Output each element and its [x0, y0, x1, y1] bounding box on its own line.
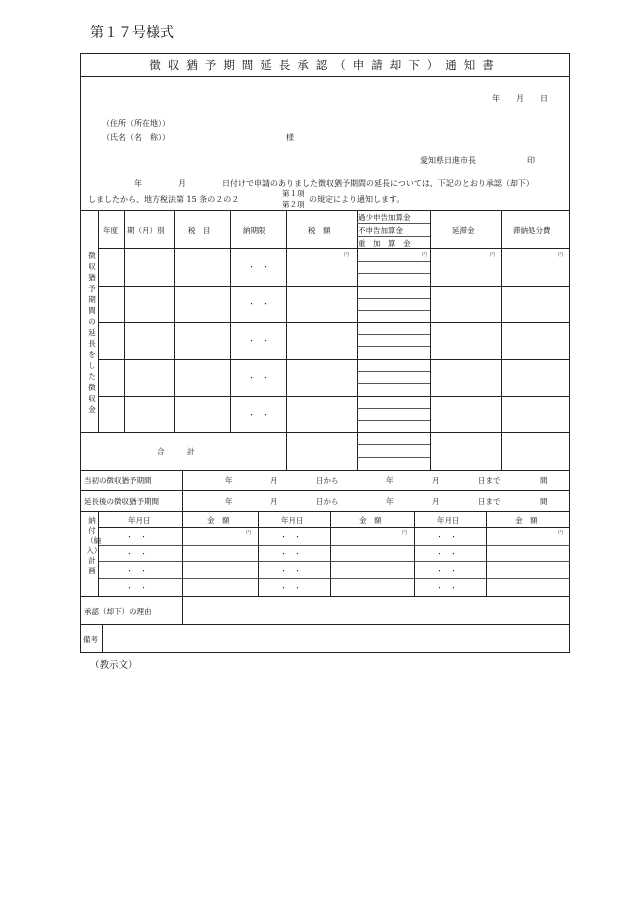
plan-date-placeholder: ・ ・: [436, 550, 457, 558]
plan-date-placeholder: ・ ・: [126, 584, 147, 592]
period-year: 年: [386, 497, 394, 506]
header-surcharge-heavy: 重 加 算 金: [358, 239, 411, 248]
total-label: 合 計: [157, 447, 195, 456]
name-label: （氏名（名 称））: [102, 133, 170, 142]
yen-mark: 円: [344, 252, 350, 258]
period-to: 日まで: [478, 476, 501, 485]
payment-plan-side-label: 納付（納入）計画: [86, 516, 101, 575]
yen-mark: 円: [558, 530, 564, 536]
plan-date-placeholder: ・ ・: [280, 584, 301, 592]
clause-item-1: 第１項: [282, 189, 305, 198]
header-period: 期（月）別: [127, 226, 165, 235]
period-month: 月: [270, 497, 278, 506]
period-days: 間: [540, 497, 548, 506]
header-year: 年度: [103, 226, 118, 235]
plan-date-header: 年月日: [437, 516, 460, 525]
plan-date-placeholder: ・ ・: [280, 533, 301, 541]
address-label: （住所（所在地））: [102, 119, 170, 128]
header-tax-amount: 税 額: [308, 226, 331, 235]
body-year: 年: [134, 179, 142, 188]
period-year: 年: [225, 497, 233, 506]
period-month: 月: [432, 476, 440, 485]
period-from: 日から: [316, 497, 339, 506]
plan-amount-header: 金 額: [359, 516, 382, 525]
body-text-1: 日付けで申請のありました徴収猶予期間の延長については、下記のとおり承認（却下）: [222, 179, 534, 188]
date-line: 年 月 日: [492, 94, 548, 103]
extended-period-label: 延長後の徴収猶予期間: [84, 497, 159, 506]
header-disposal-cost: 滞納処分費: [513, 226, 551, 235]
period-year: 年: [225, 476, 233, 485]
document-title: 徴収猶予期間延長承認（申請却下）通知書: [80, 53, 570, 77]
yen-mark: 円: [246, 530, 252, 536]
due-date-placeholder: ・ ・: [248, 411, 269, 419]
reason-label: 承認（却下）の理由: [84, 607, 152, 616]
plan-date-placeholder: ・ ・: [436, 533, 457, 541]
plan-date-header: 年月日: [128, 516, 151, 525]
header-tax-item: 税 目: [188, 226, 211, 235]
plan-date-placeholder: ・ ・: [126, 533, 147, 541]
plan-date-placeholder: ・ ・: [280, 567, 301, 575]
due-date-placeholder: ・ ・: [248, 263, 269, 271]
body-text-2: しましたから、地方税法第 15 条の２の２: [88, 195, 240, 204]
plan-date-placeholder: ・ ・: [436, 584, 457, 592]
yen-mark: 円: [402, 530, 408, 536]
header-surcharge-nonfiling: 不申告加算金: [358, 226, 403, 235]
plan-date-placeholder: ・ ・: [126, 567, 147, 575]
plan-date-placeholder: ・ ・: [126, 550, 147, 558]
header-due-date: 納期限: [243, 226, 266, 235]
header-delinquency: 延滞金: [452, 226, 475, 235]
period-to: 日まで: [478, 497, 501, 506]
plan-amount-header: 金 額: [515, 516, 538, 525]
yen-mark: 円: [422, 252, 428, 258]
due-date-placeholder: ・ ・: [248, 337, 269, 345]
plan-date-header: 年月日: [281, 516, 304, 525]
seal-mark: 印: [527, 156, 535, 165]
plan-date-placeholder: ・ ・: [436, 567, 457, 575]
clause-item-2: 第２項: [282, 200, 305, 209]
period-month: 月: [432, 497, 440, 506]
body-month: 月: [178, 179, 186, 188]
yen-mark: 円: [558, 252, 564, 258]
instruction-footer: （教示文）: [90, 660, 138, 671]
period-from: 日から: [316, 476, 339, 485]
collection-side-label: 徴収猶予期間の延長をした徴収金: [88, 251, 96, 414]
form-number: 第１７号様式: [90, 25, 174, 41]
document-frame: [80, 53, 570, 653]
plan-amount-header: 金 額: [207, 516, 230, 525]
yen-mark: 円: [490, 252, 496, 258]
period-days: 間: [540, 476, 548, 485]
initial-period-label: 当初の徴収猶予期間: [84, 476, 152, 485]
honorific: 様: [286, 133, 294, 142]
due-date-placeholder: ・ ・: [248, 300, 269, 308]
remarks-label: 備考: [83, 635, 98, 644]
period-month: 月: [270, 476, 278, 485]
header-surcharge-understatement: 過少申告加算金: [358, 213, 411, 222]
due-date-placeholder: ・ ・: [248, 374, 269, 382]
body-text-3: の規定により通知します。: [309, 195, 405, 204]
plan-date-placeholder: ・ ・: [280, 550, 301, 558]
issuer: 愛知県日進市長: [420, 156, 476, 165]
period-year: 年: [386, 476, 394, 485]
